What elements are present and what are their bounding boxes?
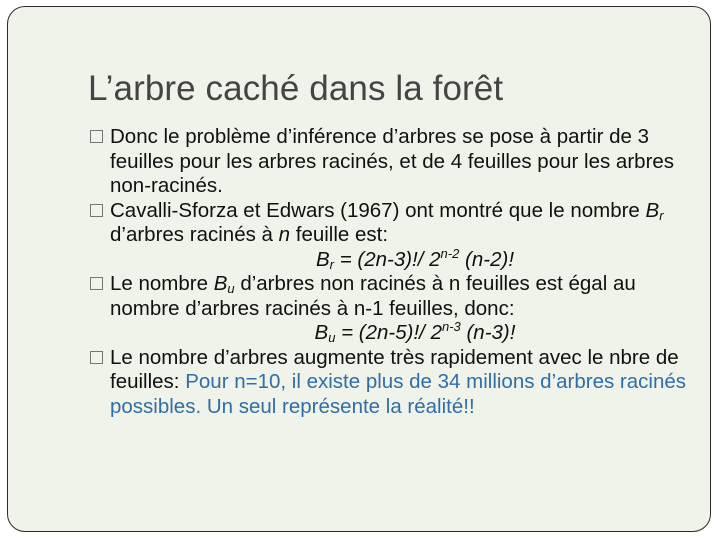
formula-unrooted (90, 321, 700, 346)
variable-subscript: r (659, 207, 664, 223)
slide-body (90, 125, 700, 419)
bullet-item (90, 199, 700, 248)
square-bullet-icon (90, 351, 103, 364)
variable-b: B (645, 198, 660, 222)
formula-sub: r (329, 256, 334, 272)
bullet-text: d’arbres racinés à (110, 223, 279, 246)
square-bullet-icon (90, 130, 103, 143)
formula-var: B (315, 247, 330, 271)
highlight-text: Pour n=10, il existe plus de 34 millions d’arbres racinés possibles. Un seul représente la réalité!! (110, 370, 687, 418)
bullet-item (90, 272, 700, 321)
bullet-text: Le nombre d’arbres augmente très rapidement avec le nbre de feuilles: (110, 345, 679, 393)
variable-subscript: u (227, 281, 235, 296)
formula-tail: (n-3)! (460, 321, 516, 344)
formula-sub: u (328, 330, 336, 345)
formula-eq: = (2n-3)!/ 2 (334, 247, 441, 271)
bullet-item (90, 346, 700, 420)
square-bullet-icon (90, 204, 103, 217)
bullet-text: Le nombre (110, 272, 214, 295)
bullet-text: feuille est: (290, 223, 389, 246)
square-bullet-icon (90, 277, 103, 290)
slide-title: L’arbre caché dans la forêt (88, 69, 504, 108)
variable-b: B (213, 272, 228, 295)
slide-frame (7, 6, 711, 532)
bullet-text: d’arbres non racinés à n feuilles est égal au nombre d’arbres racinés à n-1 feuilles, donc: (110, 272, 636, 320)
formula-var: B (314, 321, 329, 344)
formula-rooted (90, 245, 700, 273)
formula-eq: = (2n-5)!/ 2 (335, 321, 442, 344)
formula-sup: n-2 (440, 245, 460, 261)
bullet-text: Donc le problème d’inférence d’arbres se pose à partir de 3 feuilles pour les arbres racinés, et de 4 feuilles pour les arbres non-racinés. (110, 125, 675, 197)
bullet-text: Cavalli-Sforza et Edwars (1967) ont montré que le nombre (110, 198, 646, 222)
formula-tail: (n-2)! (459, 247, 515, 271)
bullet-item (90, 125, 700, 199)
variable-n: n (278, 223, 291, 246)
formula-sup: n-3 (441, 319, 461, 334)
